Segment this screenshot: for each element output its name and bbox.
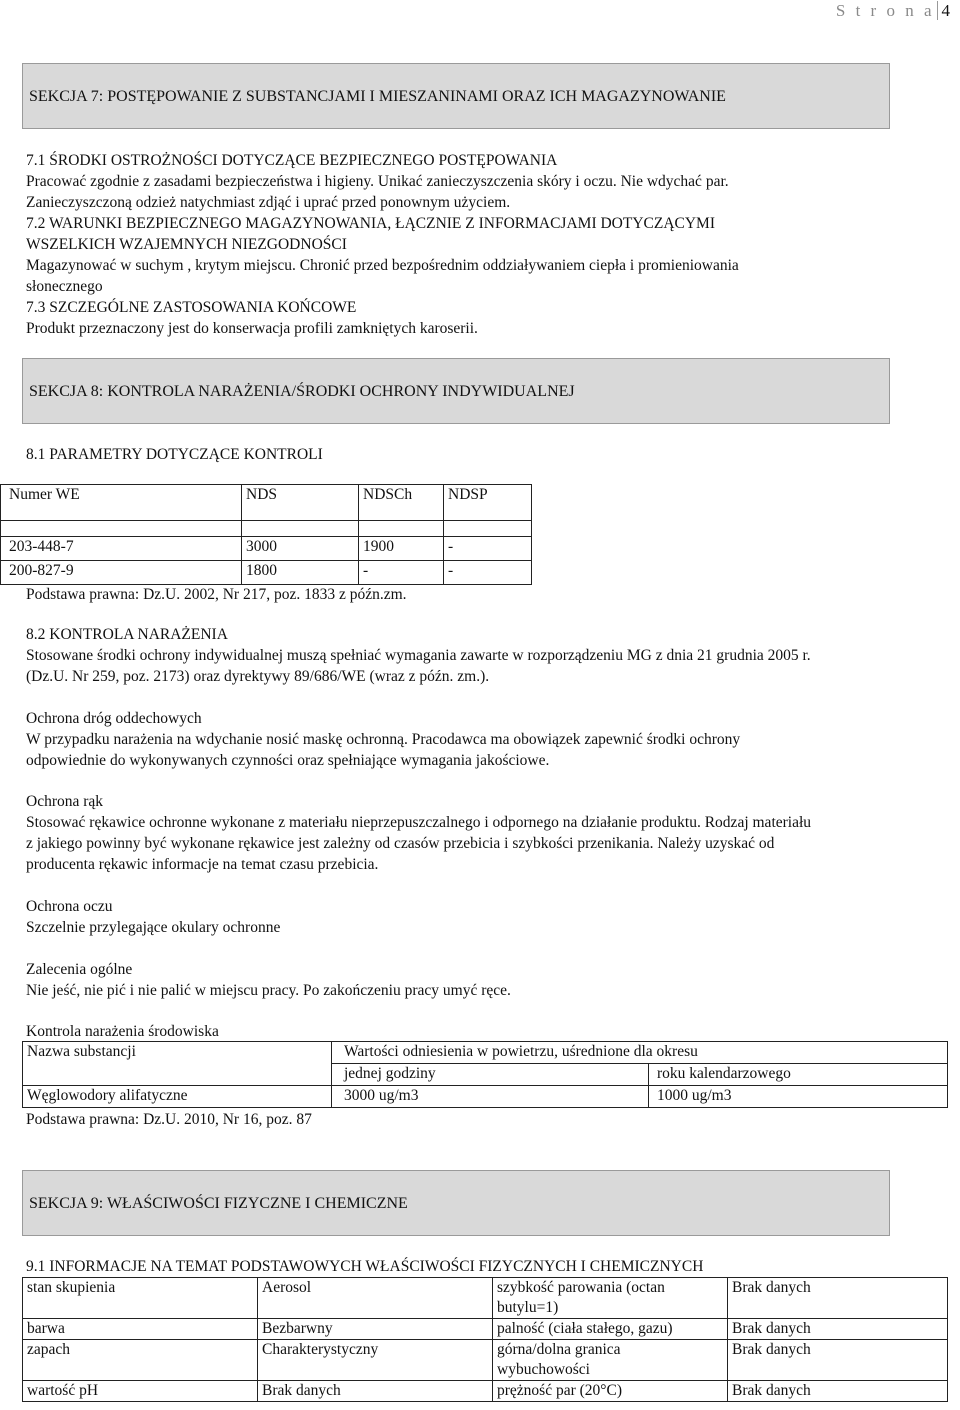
table-header-row	[1, 485, 532, 521]
table-row	[23, 1086, 948, 1108]
table-cell: Brak danych	[728, 1278, 948, 1319]
text-7-1-a: Pracować zgodnie z zasadami bezpieczeństwa i higieny. Unikać zanieczyszczenia skóry i oczu. Nie wdychać par.	[26, 173, 729, 190]
table-row	[1, 561, 532, 585]
properties-table	[22, 1277, 948, 1402]
heading-7-1: 7.1 ŚRODKI OSTROŻNOŚCI DOTYCZĄCE BEZPIECZNEGO POSTĘPOWANIA	[26, 152, 558, 169]
table-cell: 203-448-7	[1, 537, 242, 561]
section-8-banner	[22, 358, 890, 424]
heading-7-2-b: WSZELKICH WZAJEMNYCH NIEZGODNOŚCI	[26, 236, 347, 253]
table-row	[23, 1319, 948, 1340]
respiratory-text-a: W przypadku narażenia na wdychanie nosić maskę ochronną. Pracodawca ma obowiązek zapewnić środki ochrony	[26, 731, 741, 748]
table-cell: Węglowodory alifatyczne	[23, 1086, 332, 1108]
text-8-2-b: (Dz.U. Nr 259, poz. 2173) oraz dyrektywy 89/686/WE (wraz z późn. zm.).	[26, 668, 490, 685]
section-8-title: SEKCJA 8: KONTROLA NARAŻENIA/ŚRODKI OCHRONY INDYWIDUALNEJ	[29, 383, 575, 400]
table-cell: 3000	[242, 537, 359, 561]
table-cell: 3000 ug/m3	[332, 1086, 649, 1108]
table-cell: wartość pH	[23, 1381, 258, 1402]
table-cell: barwa	[23, 1319, 258, 1340]
legal-basis-2: Podstawa prawna: Dz.U. 2010, Nr 16, poz. 87	[26, 1111, 312, 1128]
parameters-table	[0, 484, 532, 585]
table-cell: Brak danych	[728, 1319, 948, 1340]
section-9-title: SEKCJA 9: WŁAŚCIWOŚCI FIZYCZNE I CHEMICZNE	[29, 1195, 408, 1212]
table-cell: -	[359, 561, 444, 585]
env-title: Kontrola narażenia środowiska	[26, 1023, 219, 1040]
table-cell: 200-827-9	[1, 561, 242, 585]
heading-9-1: 9.1 INFORMACJE NA TEMAT PODSTAWOWYCH WŁAŚCIWOŚCI FIZYCZNYCH I CHEMICZNYCH	[26, 1258, 704, 1275]
header-cell: Numer WE	[1, 485, 242, 521]
hand-text-c: producenta rękawic informacje na temat czasu przebicia.	[26, 856, 379, 873]
text-7-1-b: Zanieczyszczoną odzież natychmiast zdjąć i uprać przed ponownym użyciem.	[26, 194, 511, 211]
table-row	[23, 1340, 948, 1381]
section-9-banner	[22, 1170, 890, 1236]
page-number: 4	[937, 1, 951, 20]
heading-8-1: 8.1 PARAMETRY DOTYCZĄCE KONTROLI	[26, 446, 323, 463]
table-cell: Nazwa substancji	[23, 1042, 332, 1086]
table-cell: górna/dolna granica wybuchowości	[493, 1340, 728, 1381]
table-row	[23, 1042, 948, 1064]
table-row	[23, 1381, 948, 1402]
text-7-3: Produkt przeznaczony jest do konserwacja profili zamkniętych karoserii.	[26, 320, 478, 337]
table-cell: jednej godziny	[332, 1064, 649, 1086]
legal-basis-1: Podstawa prawna: Dz.U. 2002, Nr 217, poz. 1833 z późn.zm.	[26, 586, 407, 603]
hand-text-a: Stosować rękawice ochronne wykonane z materiału nieprzepuszczalnego i odpornego na działanie produktu. Rodzaj materiału	[26, 814, 812, 831]
header-cell: NDS	[242, 485, 359, 521]
header-cell: NDSP	[444, 485, 532, 521]
table-cell: Brak danych	[258, 1381, 493, 1402]
section-7-title: SEKCJA 7: POSTĘPOWANIE Z SUBSTANCJAMI I MIESZANINAMI ORAZ ICH MAGAZYNOWANIE	[29, 88, 726, 105]
table-cell: palność (ciała stałego, gazu)	[493, 1319, 728, 1340]
table-cell: Wartości odniesienia w powietrzu, uśrednione dla okresu	[332, 1042, 948, 1064]
table-cell: 1900	[359, 537, 444, 561]
text-8-2-a: Stosowane środki ochrony indywidualnej muszą spełniać wymagania zawarte w rozporządzeniu MG z dnia 21 grudnia 2005 r.	[26, 647, 811, 664]
table-cell: 1800	[242, 561, 359, 585]
env-table	[22, 1041, 948, 1108]
heading-7-3: 7.3 SZCZEGÓLNE ZASTOSOWANIA KOŃCOWE	[26, 299, 357, 316]
page-label: S t r o n a	[835, 1, 935, 20]
table-cell: -	[444, 537, 532, 561]
table-cell: roku kalendarzowego	[649, 1064, 948, 1086]
table-cell: Charakterystyczny	[258, 1340, 493, 1381]
heading-7-2-a: 7.2 WARUNKI BEZPIECZNEGO MAGAZYNOWANIA, ŁĄCZNIE Z INFORMACJAMI DOTYCZĄCYMI	[26, 215, 716, 232]
eye-text: Szczelnie przylegające okulary ochronne	[26, 919, 281, 936]
table-cell: 1000 ug/m3	[649, 1086, 948, 1108]
table-cell: Bezbarwny	[258, 1319, 493, 1340]
table-cell: stan skupienia	[23, 1278, 258, 1319]
text-7-2-a: Magazynować w suchym , krytym miejscu. Chronić przed bezpośrednim oddziaływaniem ciepła i promieniowania	[26, 257, 739, 274]
table-row	[23, 1278, 948, 1319]
header-cell: NDSCh	[359, 485, 444, 521]
general-text: Nie jeść, nie pić i nie palić w miejscu pracy. Po zakończeniu pracy umyć ręce.	[26, 982, 511, 999]
eye-title: Ochrona oczu	[26, 898, 113, 915]
table-cell: -	[444, 561, 532, 585]
respiratory-text-b: odpowiednie do wykonywanych czynności oraz spełniające wymagania jakościowe.	[26, 752, 550, 769]
table-cell: Brak danych	[728, 1381, 948, 1402]
heading-8-2: 8.2 KONTROLA NARAŻENIA	[26, 626, 228, 643]
table-cell: zapach	[23, 1340, 258, 1381]
table-cell: szybkość parowania (octan butylu=1)	[493, 1278, 728, 1319]
hand-title: Ochrona rąk	[26, 793, 104, 810]
respiratory-title: Ochrona dróg oddechowych	[26, 710, 202, 727]
text-7-2-b: słonecznego	[26, 278, 103, 295]
table-cell: Aerosol	[258, 1278, 493, 1319]
table-row	[1, 537, 532, 561]
general-title: Zalecenia ogólne	[26, 961, 133, 978]
table-cell: Brak danych	[728, 1340, 948, 1381]
table-spacer-row	[1, 521, 532, 537]
section-7-banner	[22, 63, 890, 129]
hand-text-b: z jakiego powinny być wykonane rękawice jest zależny od czasów przebicia i szybkości przenikania. Należy uzyskać od	[26, 835, 775, 852]
table-cell: prężność par (20°C)	[493, 1381, 728, 1402]
page-header	[836, 0, 950, 21]
